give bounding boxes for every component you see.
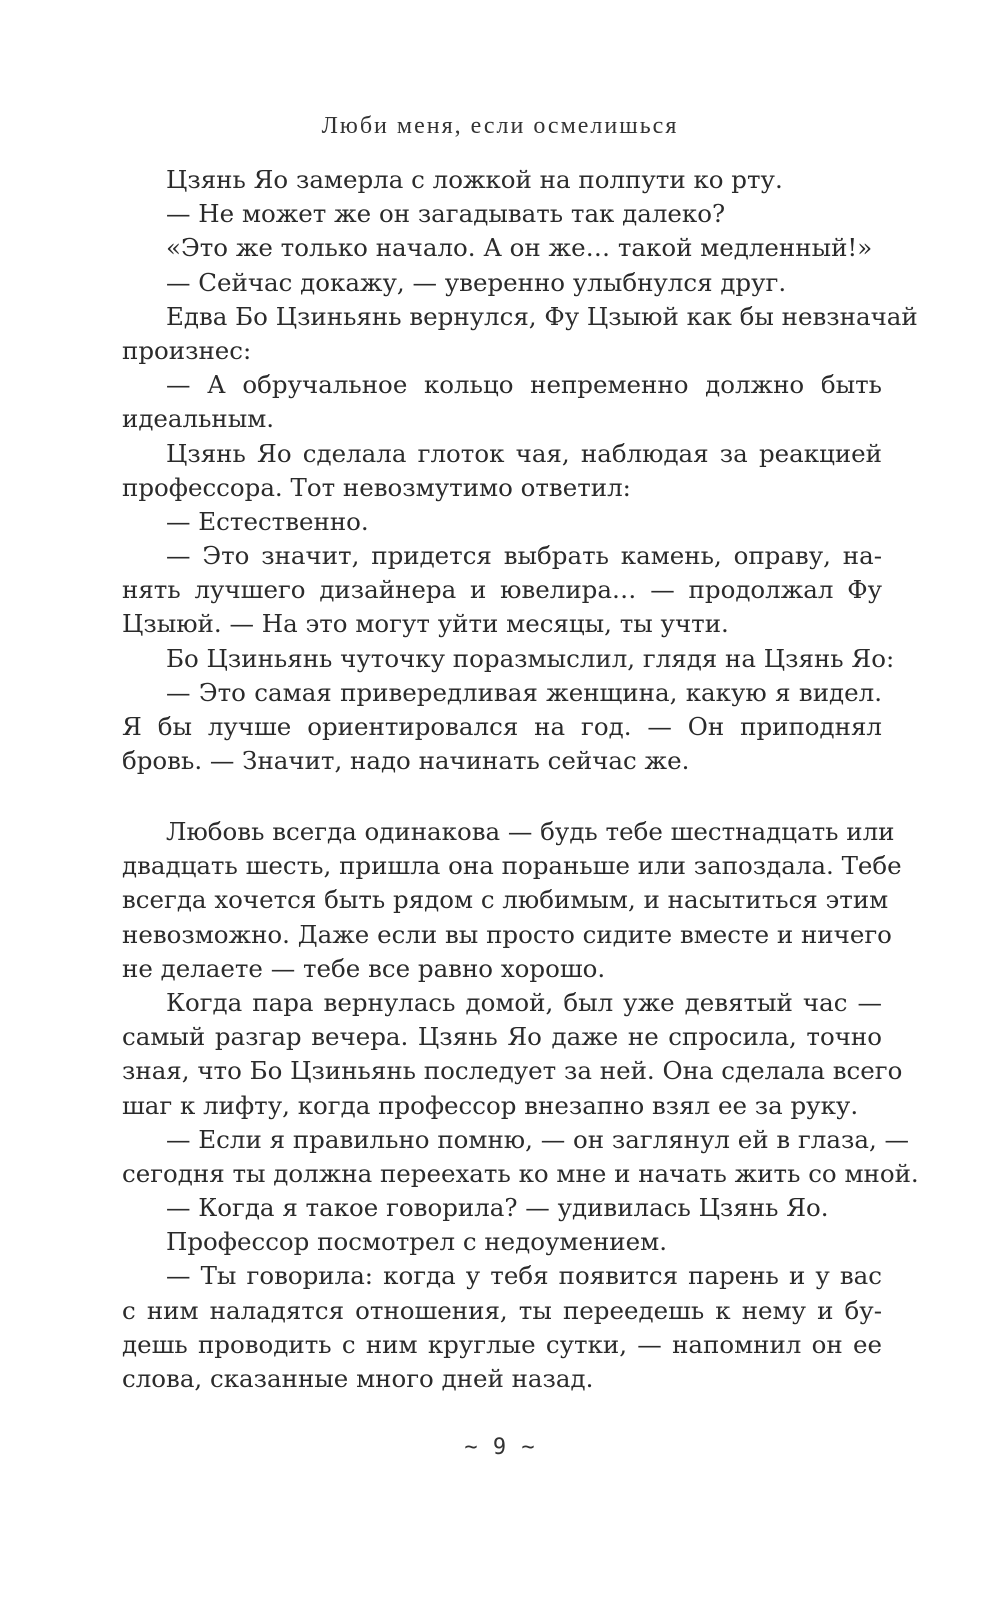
text-line: идеальным. bbox=[122, 404, 275, 434]
text-line: дешь проводить с ним круглые сутки, — напомнил он ее bbox=[122, 1329, 882, 1359]
text-line: Любовь всегда одинакова — будь тебе шестнадцать или bbox=[166, 817, 895, 846]
text-line: двадцать шесть, пришла она пораньше или запоздала. Тебе bbox=[122, 851, 902, 881]
text-line: не делаете — тебе все равно хорошо. bbox=[122, 953, 606, 983]
text-line: бровь. — Значит, надо начинать сейчас же. bbox=[122, 746, 690, 776]
page-number: ~ 9 ~ bbox=[464, 1435, 536, 1460]
text-line: Цзянь Яо замерла с ложкой на полпути ко рту. bbox=[166, 165, 783, 194]
text-line: нять лучшего дизайнера и ювелира… — продолжал Фу bbox=[122, 575, 882, 605]
text-line: — Это значит, придется выбрать камень, оправу, на- bbox=[166, 541, 882, 571]
text-line: Бо Цзиньянь чуточку поразмыслил, глядя на Цзянь Яо: bbox=[166, 643, 895, 673]
text-line: — Не может же он загадывать так далеко? bbox=[166, 199, 726, 229]
text-line: профессора. Тот невозмутимо ответил: bbox=[122, 472, 631, 502]
text-line: — Естественно. bbox=[166, 506, 369, 536]
running-head: Люби меня, если осмелишься bbox=[321, 113, 679, 139]
text-line: Цзыюй. — На это могут уйти месяцы, ты учти. bbox=[122, 609, 729, 639]
text-line: произнес: bbox=[122, 335, 252, 365]
text-line: Когда пара вернулась домой, был уже девятый час — bbox=[166, 987, 882, 1017]
text-line: невозможно. Даже если вы просто сидите вместе и ничего bbox=[122, 919, 892, 949]
text-line: Едва Бо Цзиньянь вернулся, Фу Цзыюй как бы невзначай bbox=[166, 301, 918, 331]
text-line: — Сейчас докажу, — уверенно улыбнулся друг. bbox=[166, 267, 787, 297]
text-line: шаг к лифту, когда профессор внезапно взял ее за руку. bbox=[122, 1090, 859, 1120]
text-line: — Это самая привередливая женщина, какую я видел. bbox=[166, 677, 882, 707]
text-line: всегда хочется быть рядом с любимым, и насытиться этим bbox=[122, 885, 889, 915]
text-line: — Ты говорила: когда у тебя появится парень и у вас bbox=[166, 1261, 882, 1291]
text-line: — А обручальное кольцо непременно должно быть bbox=[166, 370, 882, 400]
text-line: Я бы лучше ориентировался на год. — Он приподнял bbox=[122, 712, 882, 741]
text-line: с ним наладятся отношения, ты переедешь к нему и бу- bbox=[122, 1295, 882, 1325]
text-line: сегодня ты должна переехать ко мне и начать жить со мной. bbox=[122, 1158, 919, 1188]
text-block-2 bbox=[122, 815, 919, 1396]
text-line: зная, что Бо Цзиньянь последует за ней. Она сделала всего bbox=[122, 1056, 903, 1086]
text-line: — Если я правильно помню, — он заглянул ей в глаза, — bbox=[166, 1124, 910, 1154]
text-block-1 bbox=[122, 163, 918, 778]
text-line: слова, сказанные много дней назад. bbox=[122, 1364, 594, 1393]
text-line: «Это же только начало. А он же… такой медленный!» bbox=[166, 233, 873, 263]
text-line: Цзянь Яо сделала глоток чая, наблюдая за реакцией bbox=[166, 438, 882, 468]
text-line: Профессор посмотрел с недоумением. bbox=[166, 1227, 667, 1257]
text-line: — Когда я такое говорила? — удивилась Цзянь Яо. bbox=[166, 1193, 829, 1223]
text-line: самый разгар вечера. Цзянь Яо даже не спросила, точно bbox=[122, 1022, 882, 1052]
